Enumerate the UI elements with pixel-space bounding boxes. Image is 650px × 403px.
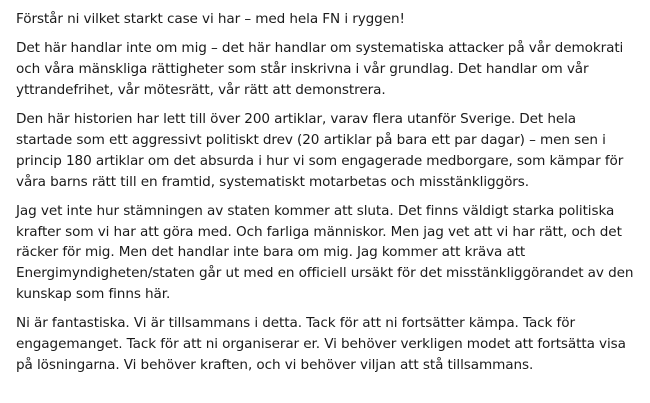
post-paragraph-5: Ni är fantastiska. Vi är tillsammans i detta. Tack för att ni fortsätter kämpa. Tack för engagemanget. Tack för att ni organiserar er. Vi behöver verkligen modet att fortsätta visa på lösningarna. Vi behöver kraften, och vi behöver viljan att stå tillsammans. xyxy=(16,315,626,373)
post-paragraph-2: Det här handlar inte om mig – det här handlar om systematiska attacker på vår demokrati och våra mänskliga rättigheter som står inskrivna i vår grundlag. Det handlar om vår yttrandefrihet, vår mötesrätt, vår rätt att demonstrera. xyxy=(16,40,624,98)
post-paragraph-3: Den här historien har lett till över 200 artiklar, varav flera utanför Sverige. Det hela startade som ett aggressivt politiskt drev (20 artiklar på bara ett par dagar) – men sen i princip 180 artiklar om det absurda i hur vi som engagerade medborgare, som kämpar för våra barns rätt till en framtid, systematiskt motarbetas och misstänkliggörs. xyxy=(16,111,624,190)
post-paragraph-1: Förstår ni vilket starkt case vi har – med hela FN i ryggen! xyxy=(16,11,405,27)
post-paragraph-4: Jag vet inte hur stämningen av staten kommer att sluta. Det finns väldigt starka politiska krafter som vi har att göra med. Och farliga människor. Men jag vet att vi har rätt, och det räcker för mig. Men det handlar inte bara om mig. Jag kommer att kräva att Energimyndigheten/staten går ut med en officiell ursäkt för det misstänkliggörandet av den kunskap som finns här. xyxy=(16,202,634,303)
